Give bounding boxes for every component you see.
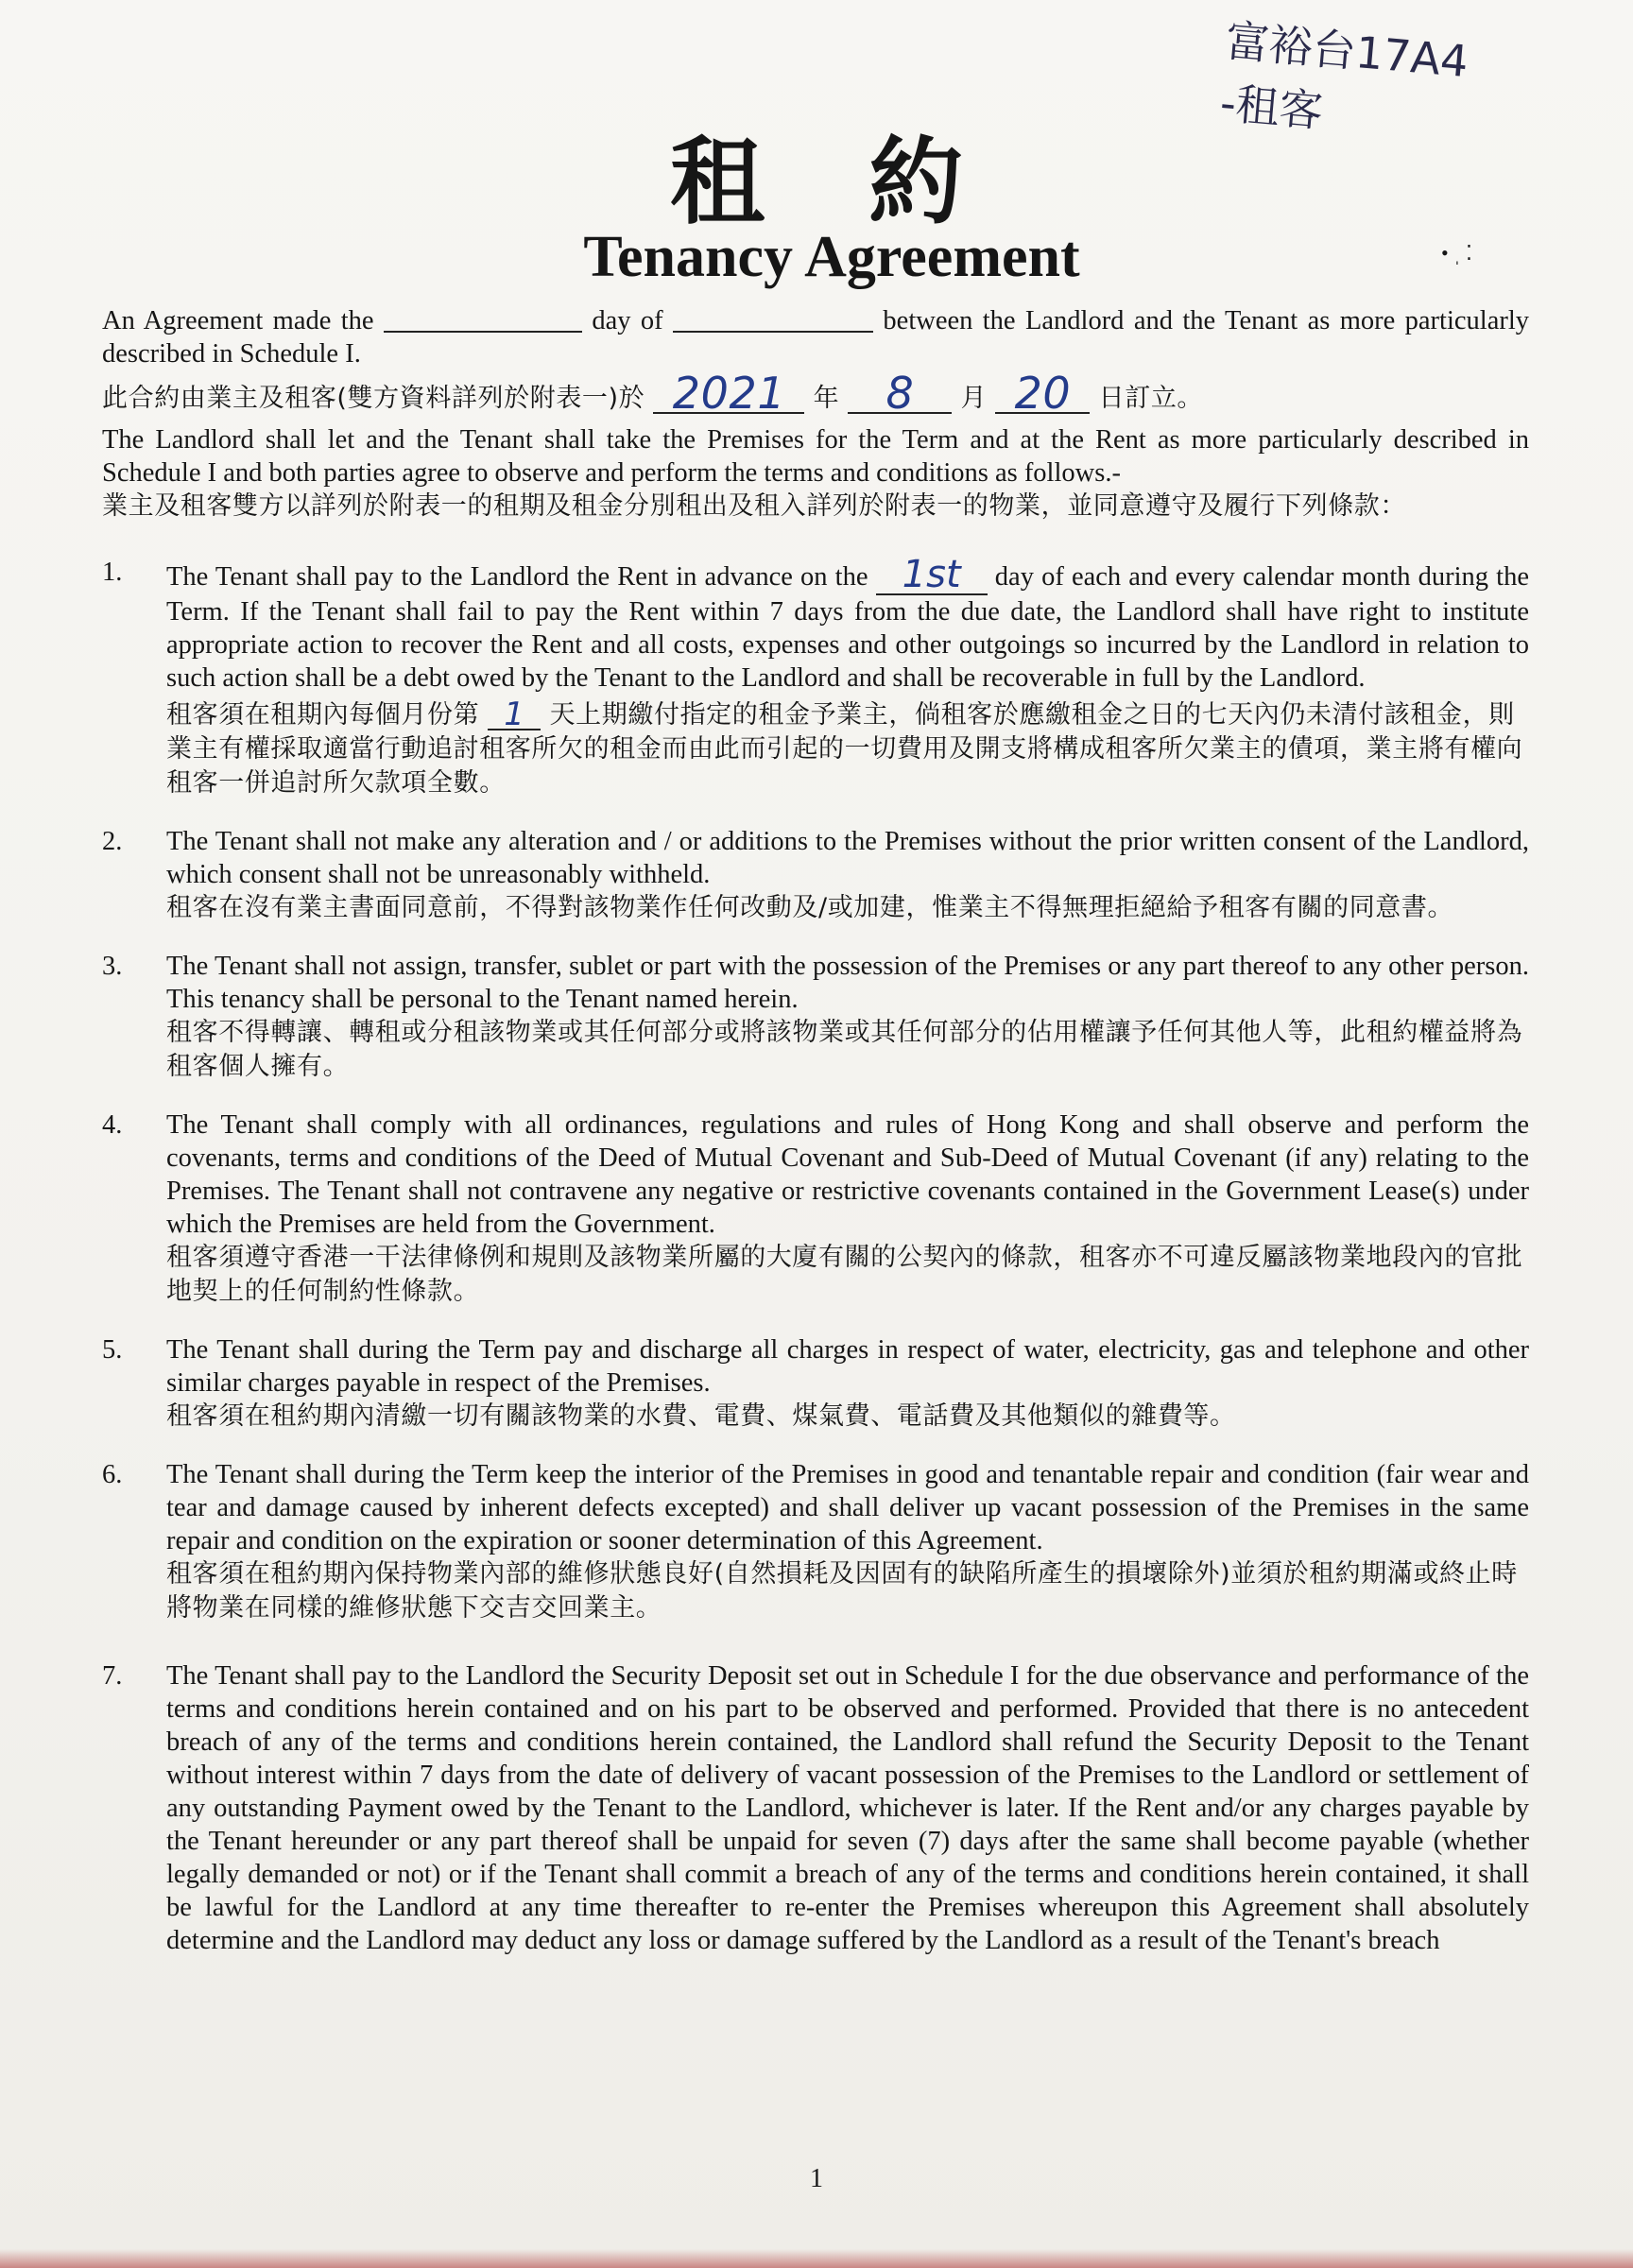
let-chinese: 業主及租客雙方以詳列於附表一的租期及租金分別租出及租入詳列於附表一的物業，並同意遵守及履行下列條款： bbox=[102, 491, 1406, 521]
day-value: 20 bbox=[995, 374, 1090, 414]
clause1-zh-a: 租客須在租期內每個月份第 bbox=[166, 700, 480, 730]
clause-number: 2. bbox=[102, 827, 123, 856]
clause-number: 3. bbox=[102, 952, 123, 981]
clause-english: The Tenant shall pay to the Landlord the Security Deposit set out in Schedule I for the due observance and performance of the terms and conditions herein contained and on his part to be observed and performed. Provided that there is no antecedent breach of any of the terms and conditions herein contained, the Landlord shall refund the Security Deposit to the Tenant without interest within 7 days from the date of delivery of vacant possession of the Premises to the Landlord or settlement of any outstanding Payment owed by the Tenant to the Landlord, whichever is later. If the Rent and/or any charges payable by the Tenant hereunder or any part thereof shall be unpaid for seven (7) days after the same shall become payable (whether legally demanded or not) or if the Tenant shall commit a breach of any of the terms and conditions herein contained, it shall be lawful for the Landlord at any time thereafter to re-enter the Premises whereupon this Agreement shall absolutely determine and the Landlord may deduct any loss or damage suffered by the Landlord as a result of the Tenant's breach bbox=[166, 1661, 1529, 1955]
intro-zh-prefix: 此合約由業主及租客(雙方資料詳列於附表一)於 bbox=[102, 384, 645, 413]
page-edge bbox=[0, 2249, 1633, 2268]
intro-made-the: An Agreement made the bbox=[102, 306, 374, 335]
clause-1 bbox=[102, 553, 1530, 800]
intro-day-of: day of bbox=[592, 306, 663, 335]
clause-chinese: 租客須在租約期內清繳一切有關該物業的水費、電費、煤氣費、電話費及其他類似的雜費等。 bbox=[166, 1401, 1236, 1431]
clause-number: 4. bbox=[102, 1110, 123, 1140]
handwritten-note: 富裕台17A4 -租客 bbox=[1218, 14, 1470, 137]
clause-4 bbox=[102, 1108, 1529, 1309]
clause-english: The Tenant shall during the Term keep the interior of the Premises in good and tenantable repair and condition (fair wear and tear and damage caused by inherent defects excepted) and shall deliver up vacant possession of the Premises in the same repair and condition on the expiration or sooner determination of this Agreement. bbox=[166, 1460, 1529, 1555]
clause-chinese: 租客不得轉讓、轉租或分租該物業或其任何部分或將該物業或其任何部分的佔用權讓予任何其他人等，此租約權益將為租客個人擁有。 bbox=[166, 1018, 1523, 1081]
clause-english: The Tenant shall during the Term pay and discharge all charges in respect of water, electricity, gas and telephone and other similar charges payable in respect of the Premises. bbox=[166, 1335, 1529, 1398]
title-english: Tenancy Agreement bbox=[583, 225, 1080, 289]
corner-marks: • ˌ ⁚ bbox=[1441, 241, 1473, 265]
clause-7 bbox=[102, 1659, 1529, 1957]
clause-chinese: 租客在沒有業主書面同意前，不得對該物業作任何改動及/或加建，惟業主不得無理拒絕給予租客有關的同意書。 bbox=[166, 893, 1454, 922]
clause-chinese bbox=[166, 698, 1529, 800]
year-value: 2021 bbox=[653, 374, 804, 414]
clause1-zh-b: 天上期繳付指定的租金予業主，倘租客於應繳租金之日的七天內仍未清付該租金，則業主有權採取適當行動追討租客所欠的租金而由此而引起的一切費用及開支將構成租客所欠業主的債項，業主將有權向租客一併追討所欠款項全數。 bbox=[166, 700, 1523, 798]
clause-english bbox=[166, 553, 1530, 695]
clause-english: The Tenant shall not assign, transfer, sublet or part with the possession of the Premises or any part thereof to any other person. This tenancy shall be personal to the Tenant named herein. bbox=[166, 952, 1529, 1014]
month-value: 8 bbox=[848, 374, 952, 414]
clause-3 bbox=[102, 950, 1529, 1084]
intro-between: between the Landlord and the Tenant as more particularly described in Schedule I. bbox=[102, 306, 1530, 369]
clause1-en-b: day of each and every calendar month during the Term. If the Tenant shall fail to pay the Rent within 7 days from the due date, the Landlord shall have right to institute appropriate action to recover the Rent and all costs, expenses and other outgoings so incurred by the Landlord in relation to such action shall be a debt owed by the Tenant to the Landlord and shall be recoverable in full by the Landlord. bbox=[166, 562, 1530, 693]
zh-rent-day-value: 1 bbox=[488, 700, 541, 730]
let-english: The Landlord shall let and the Tenant shall take the Premises for the Term and at the Rent as more particularly described in Schedule I and both parties agree to observe and perform the terms and conditions as follows.- bbox=[102, 425, 1529, 488]
intro-chinese-date bbox=[102, 368, 1529, 419]
rent-day-value: 1st bbox=[876, 556, 988, 595]
year-label: 年 bbox=[813, 384, 840, 413]
clause-6 bbox=[102, 1458, 1529, 1625]
intro-english bbox=[102, 304, 1529, 370]
clause-5 bbox=[102, 1333, 1529, 1434]
agreement-body bbox=[102, 304, 1529, 1957]
clause-chinese: 租客須遵守香港一干法律條例和規則及該物業所屬的大廈有關的公契內的條款，租客亦不可違反屬該物業地段內的官批地契上的任何制約性條款。 bbox=[166, 1243, 1523, 1306]
clause-number: 6. bbox=[102, 1460, 123, 1489]
month-blank bbox=[673, 304, 873, 333]
clause-2 bbox=[102, 825, 1529, 925]
clause-number: 1. bbox=[102, 558, 123, 587]
clause-english: The Tenant shall comply with all ordinances, regulations and rules of Hong Kong and shall observe and perform the covenants, terms and conditions of the Deed of Mutual Covenant and Sub-Deed of Mutual Covenant (if any) relating to the Premises. The Tenant shall not contravene any negative or restrictive covenants contained in the Government Lease(s) under which the Premises are held from the Government. bbox=[166, 1110, 1529, 1239]
clause-number: 7. bbox=[102, 1661, 123, 1691]
day-label: 日訂立。 bbox=[1098, 384, 1204, 413]
clause-chinese: 租客須在租約期內保持物業內部的維修狀態良好(自然損耗及因固有的缺陷所產生的損壞除外)並須於租約期滿或終止時將物業在同樣的維修狀態下交吉交回業主。 bbox=[166, 1559, 1518, 1623]
month-label: 月 bbox=[960, 384, 988, 413]
clause1-en-a: The Tenant shall pay to the Landlord the Rent in advance on the bbox=[166, 562, 868, 592]
clause-number: 5. bbox=[102, 1335, 123, 1365]
clause-english: The Tenant shall not make any alteration and / or additions to the Premises without the prior written consent of the Landlord, which consent shall not be unreasonably withheld. bbox=[166, 827, 1529, 889]
page-number: 1 bbox=[810, 2164, 823, 2193]
day-blank bbox=[384, 304, 582, 333]
title-chinese: 租約 bbox=[670, 127, 1067, 237]
